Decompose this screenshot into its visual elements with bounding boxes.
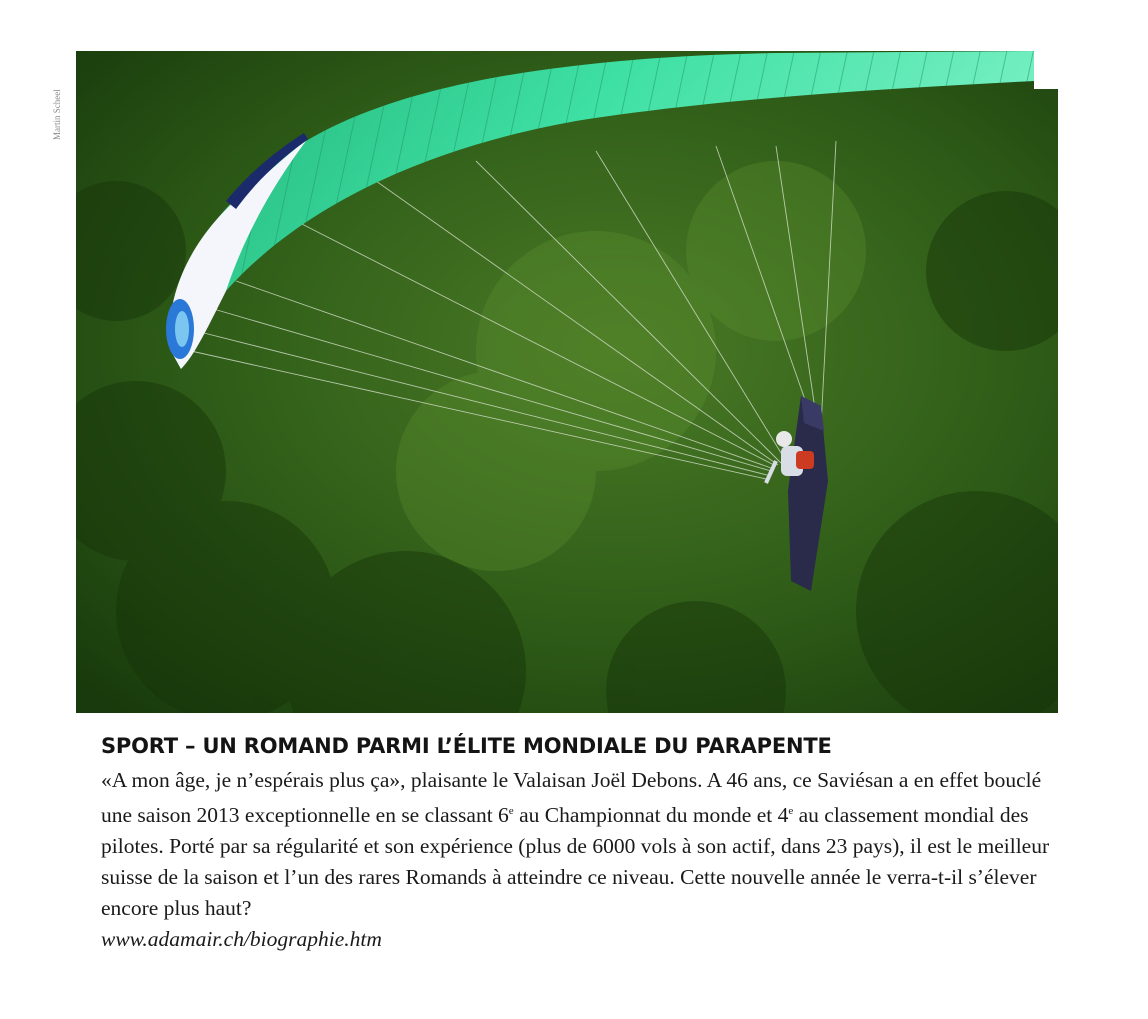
biography-link[interactable]: www.adamair.ch/biographie.htm [101,927,382,951]
article-paragraph [101,765,1051,955]
paragraph-part-3: au classement mondial des pilotes. Porté par sa régularité et son expérience (plus de 6000 vols à son actif, dans 23 pays), il est le meilleur suisse de la saison et l’un des rares Romands à atteindre ce niveau. Cette nouvelle année le verra-t-il s’élever encore plus haut? [101,803,1050,920]
paraglider-photo [76,51,1058,713]
paragraph-part-2: au Championnat du monde et 4 [513,803,789,827]
ordinal-superscript-1: e [508,805,514,817]
photo-credit: Martin Scheel [52,89,62,140]
article-headline: SPORT – UN ROMAND PARMI L’ÉLITE MONDIALE DU PARAPENTE [101,734,832,758]
ordinal-superscript-2: e [788,805,794,817]
paragraph-part-1: «A mon âge, je n’espérais plus ça», plaisante le Valaisan Joël Debons. A 46 ans, ce Saviésan a en effet bouclé une saison 2013 exceptionnelle en se classant 6 [101,768,1042,827]
